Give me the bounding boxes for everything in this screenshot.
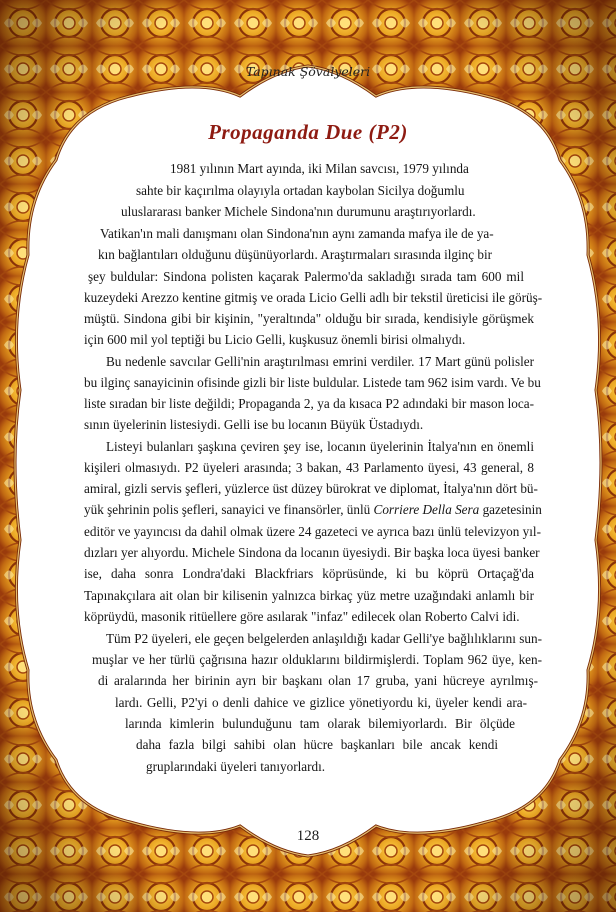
text-line: bu ilginç sanayicinin ofisinde gizli bir liste buldular. Listede tam 962 isim vardı. Ve bu (84, 375, 541, 390)
text-line: ise, daha sonra Londra'daki Blackfriars köprüsünde, ki bu köprü Ortaçağ'da (84, 566, 534, 581)
text-line: köprüydü, masonik ritüellere göre asılarak "infaz" edilecek olan Roberto Calvi idi. (84, 609, 520, 624)
text-line: müştü. Sindona gibi bir kişinin, "yeraltında" olduğu bir sırada, kendisiyle görüşmek (84, 311, 534, 326)
text-line: Vatikan'ın mali danışmanı olan Sindona'nın aynı zamanda mafya ile de ya- (100, 226, 494, 241)
text-line: sının üyelerinin listesiydi. Gelli ise bu locanın Büyük Üstadıydı. (84, 417, 424, 432)
text-line: yük şehrinin polis şefleri, sanayici ve finansörler, ünlü Corriere Della Sera gazetesinin (84, 502, 542, 517)
text-line: Tapınakçılara ait olan bir kilisenin yalnızca birkaç yüz metre uzağındaki anlamlı bir (84, 588, 534, 603)
running-head: Tapınak Şövalyeleri (245, 64, 371, 79)
text-line: Tüm P2 üyeleri, ele geçen belgelerden anlaşıldığı kadar Gelli'ye bağlılıklarını sun- (106, 631, 542, 646)
text-line: gruplarındaki üyeleri tanıyorlardı. (146, 759, 326, 774)
text-line: sahte bir kaçırılma olayıyla ortadan kaybolan Sicilya doğumlu (136, 183, 465, 198)
text-line: larında kimlerin bulunduğunu tam olarak bilemiyorlardı. Bir ölçüde (125, 716, 515, 731)
page-number: 128 (296, 828, 320, 844)
text-line: daha fazla bilgi sahibi olan hücre başkanları bile ancak kendi (136, 737, 498, 752)
text-line: dızları yer alıyordu. Michele Sindona da locanın üyesiydi. Bir başka loca üyesi banker (84, 545, 540, 560)
text-line: lardı. Gelli, P2'yi o denli dahice ve gizlice yönetiyordu ki, üyeler kendi ara- (115, 695, 527, 710)
text-line: için 600 mil yol teptiği bu Licio Gelli, kuşkusuz önemli birisi olmalıydı. (84, 332, 466, 347)
text-line: şey buldular: Sindona polisten kaçarak Palermo'da sakladığı sırada tam 600 mil (88, 269, 524, 284)
text-line: amiral, gizli servis şefleri, yüzlerce üst düzey bürokrat ve diplomat, İtalya'nın dört bü- (84, 481, 538, 496)
text-line: uluslararası banker Michele Sindona'nın durumunu araştırıyorlardı. (121, 204, 476, 219)
text-line: Listeyi bulanları şaşkına çeviren şey ise, locanın üyelerinin İtalya'nın en önemli (106, 439, 534, 454)
text-line: kın bağlantıları olduğunu düşünüyorlardı. Araştırmaları sırasında ilginç bir (98, 247, 493, 262)
text-line: 1981 yılının Mart ayında, iki Milan savcısı, 1979 yılında (170, 161, 469, 176)
text-line: kişileri olmasıydı. P2 üyeleri arasında; 3 bakan, 43 Parlamento üyesi, 43 general, 8 (84, 460, 534, 475)
text-line: kuzeydeki Arezzo kentine gitmiş ve orada Licio Gelli adlı bir tekstil üreticisi ile görüş- (84, 290, 543, 305)
text-line: di aralarında her birinin ayrı bir başkanı olan 17 gruba, yani hücreye ayrılmış- (98, 673, 538, 688)
text-line: Bu nedenle savcılar Gelli'nin araştırılması emrini verdiler. 17 Mart günü polisler (106, 354, 534, 369)
chapter-title: Propaganda Due (P2) (208, 120, 408, 144)
text-line: editör ve yayıncısı da dahil olmak üzere 24 gazeteci ve ayrıca bazı ünlü televizyon yıl- (84, 524, 541, 539)
text-line: liste sıradan bir liste değildi; Propaganda 2, ya da kısaca P2 adındaki bir mason loca- (84, 396, 534, 411)
text-line: muşlar ve her türlü çağrısına hazır olduklarını bildirmişlerdi. Toplam 962 üye, ken- (92, 652, 542, 667)
